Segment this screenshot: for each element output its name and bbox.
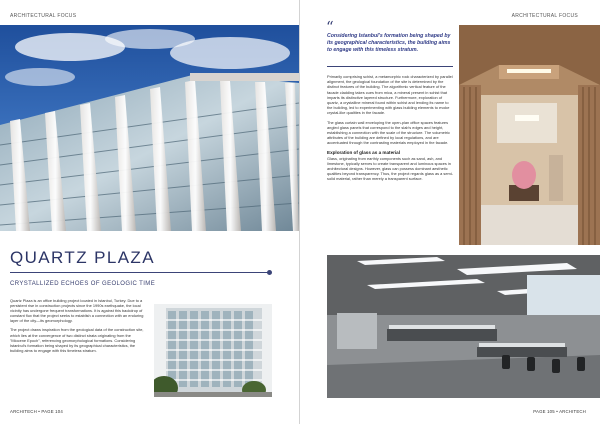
right-page xyxy=(300,0,600,424)
running-head: ARCHITECTURAL FOCUS xyxy=(10,13,77,19)
pull-quote-rule xyxy=(327,66,453,67)
title-dot xyxy=(267,270,272,275)
page-folio: ARCHITECH • PAGE 104 xyxy=(10,409,63,414)
body-column-right xyxy=(327,74,453,186)
paragraph: Primarily comprising schist, a metamorphic rock characterized by parallel alignment, the geological foundation of the site is determined by the distinct features of the building. The algorithmic vertical feature of the facade cladding takes cues from mica, a mineral present in schist that imparts its distinctive layered structure. Furthermore, exploration of quartz, a crystalline mineral found within schist and lending its name to the building, led to experimenting with glass building elements to evoke crystal-like qualities in the facade. xyxy=(327,74,453,116)
interior-lobby-photo xyxy=(459,25,600,245)
page-title: QUARTZ PLAZA xyxy=(10,248,155,267)
page-folio: PAGE 105 • ARCHITECH xyxy=(533,409,586,414)
running-head: ARCHITECTURAL FOCUS xyxy=(511,13,578,19)
hero-facade-photo xyxy=(0,25,299,231)
paragraph: The project draws inspiration from the geological data of the construction site, which lies at the convergence of two distinct strata originating from the "Miocene Epoch", referencing geomorphological formations. Considering Istanbul's formation being shaped by its geographical characteristics, the building aims to engage with this timeless stratum. xyxy=(10,327,144,353)
paragraph: The glass curtain wall enveloping the open-plan office spaces features angled glass panels that correspond to the slab's edges and height, establishing a connection with the scale of the structure. The volumetric attributes of the building are defined by local regulations, and are accentuated through the contrasting materials employed in the facade. xyxy=(327,119,450,146)
building-elevation-photo xyxy=(154,304,272,397)
paragraph: Glass, originating from earthly components such as sand, ash, and limestone, typically serves to create transparent and luminous spaces in architectural designs. However, glass can possess dominant aesthetic qualities beyond transparency. Thus, the project regards glass as a semi-solid material, rather than merely a transparent surface. xyxy=(327,155,453,182)
interior-office-photo xyxy=(327,255,600,398)
section-subheading: Exploration of glass as a material xyxy=(327,149,401,155)
subtitle: CRYSTALLIZED ECHOES OF GEOLOGIC TIME xyxy=(10,281,156,287)
quote-mark-icon: “ xyxy=(326,18,334,36)
body-column-left xyxy=(10,298,144,357)
title-rule xyxy=(10,272,269,273)
paragraph: Quartz Plaza is an office building project located in Istanbul, Turkey. Due to a persistent rise in construction projects since the 1990s earthquake, the local vicinity has undergone frequent transformations. It is against this backdrop of constant flux that the project seeks to establish a connection with an enduring layer of the city—its geomorphology. xyxy=(10,298,144,324)
pull-quote: Considering Istanbul's formation being shaped by its geographical characteristics, the building aims to engage with this timeless stratum. xyxy=(327,33,451,54)
